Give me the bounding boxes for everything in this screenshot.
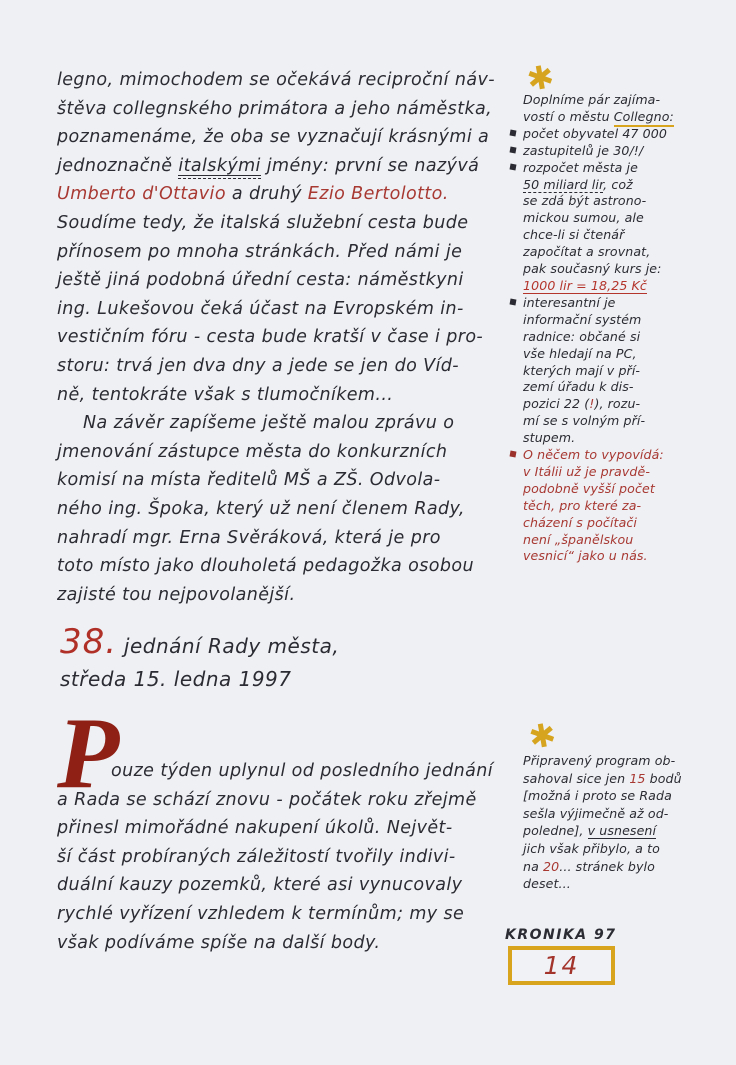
text-segment: italskými	[178, 155, 261, 176]
meeting-number: 38.	[60, 622, 118, 662]
chronicle-label: KRONIKA 97	[505, 927, 617, 943]
text-segment: poledne],	[523, 823, 588, 839]
text-segment: jednoznačně	[57, 155, 179, 176]
text-line: podobně vyšší počet	[523, 480, 655, 496]
sidebar-note-program	[523, 752, 723, 893]
text-line: duální kauzy pozemků, které asi vynucovaly	[57, 875, 463, 896]
text-line: mí se s volným pří-	[523, 413, 646, 429]
text-line: nahradí mgr. Erna Svěráková, která je pro	[57, 527, 441, 548]
exchange-rate: 1000 lir = 18,25 Kč	[523, 277, 647, 293]
underlined-word	[178, 157, 260, 179]
asterisk-icon: ✱	[523, 56, 557, 100]
text-line: legno, mimochodem se očekává reciproční náv-	[57, 70, 495, 90]
underlined-collegno: Collegno:	[614, 109, 674, 127]
text-segment: na	[523, 858, 544, 874]
square-bullet-icon	[510, 163, 517, 170]
text-segment: sahoval sice jen	[523, 770, 630, 786]
text-line: přinesl mimořádné nakupení úkolů. Největ-	[57, 818, 453, 839]
text-line: není „španělskou	[523, 531, 634, 547]
bullet-line	[523, 126, 723, 143]
text-line: vesnicí“ jako u nás.	[523, 548, 648, 564]
text-line: jmenování zástupce města do konkurzních	[57, 441, 448, 462]
text-line: komisí na místa ředitelů MŠ a ZŠ. Odvola-	[57, 470, 441, 491]
page-number-box	[508, 946, 615, 985]
text-line: se zdá být astrono-	[523, 193, 647, 209]
text-line	[523, 770, 723, 788]
name-ezio: Ezio Bertolotto.	[307, 184, 449, 205]
text-line: deset...	[523, 876, 571, 892]
text-line	[523, 822, 723, 840]
main-text-column	[57, 66, 525, 609]
text-line	[57, 152, 525, 181]
text-line: ing. Lukešovou čeká účast na Evropském in-	[57, 298, 464, 319]
text-line: vestičním fóru - cesta bude kratší v čase i pro-	[57, 327, 484, 348]
text-segment: ... stránek bylo	[559, 858, 655, 874]
text-line: storu: trvá jen dva dny a jede se jen do Víd-	[57, 355, 459, 376]
text-line: Soudíme tedy, že italská služební cesta bude	[57, 212, 469, 233]
text-line: radnice: občané si	[523, 328, 641, 344]
text-line: vše hledají na PC,	[523, 345, 637, 361]
text-line: těch, pro které za-	[523, 497, 642, 513]
text-line: ně, tentokráte však s tlumočníkem...	[57, 384, 394, 405]
text-line: zemí úřadu k dis-	[523, 379, 634, 395]
text-line	[523, 177, 723, 194]
text-segment: pozici 22 (	[523, 396, 590, 412]
text-line: Doplníme pár zajíma-	[523, 92, 661, 107]
text-segment: O něčem to vypovídá:	[523, 447, 664, 463]
text-line: cházení s počítači	[523, 514, 638, 530]
text-segment: ), rozu-	[594, 396, 641, 412]
square-bullet-icon	[510, 129, 517, 136]
name-umberto: Umberto d'Ottavio	[57, 184, 226, 205]
text-segment: , což	[603, 176, 633, 192]
text-line: poznamenáme, že oba se vyznačují krásnými a	[57, 127, 490, 148]
bullet-line	[523, 295, 723, 312]
text-line: kterých mají v pří-	[523, 362, 641, 378]
text-line: a Rada se schází znovu - počátek roku zřejmě	[57, 789, 477, 810]
text-line: Připravený program ob-	[523, 753, 676, 768]
text-line: rychlé vyřízení vzhledem k termínům; my se	[57, 903, 465, 924]
exchange-rate-line	[523, 278, 723, 295]
underlined-amount: 50 miliard lir	[523, 176, 604, 192]
heading-title: jednání Rady města,	[117, 634, 340, 658]
asterisk-icon: ✱	[525, 714, 559, 758]
text-segment: vostí o městu	[523, 108, 614, 124]
text-line: Na závěr zapíšeme ještě malou zprávu o	[83, 413, 455, 434]
square-bullet-icon	[510, 451, 517, 458]
text-line: mickou sumou, ale	[523, 210, 644, 226]
section-heading	[60, 622, 340, 696]
text-line: toto místo jako dlouholetá pedagožka osobou	[57, 556, 474, 577]
text-line	[523, 858, 723, 876]
text-line: chce-li si čtenář	[523, 227, 625, 243]
bullet-line	[523, 447, 723, 464]
sidebar-note-collegno	[523, 92, 723, 565]
red-exclamation: !	[589, 396, 595, 412]
text-line: [možná i proto se Rada	[523, 788, 672, 804]
square-bullet-icon	[510, 146, 517, 153]
underlined-usneseni: v usnesení	[587, 823, 657, 839]
bullet-line	[523, 160, 723, 177]
text-segment: bodů	[645, 770, 682, 786]
text-line: ší část probíraných záležitostí tvořily indivi-	[57, 846, 456, 867]
text-segment: interesantní je	[523, 294, 616, 310]
square-bullet-icon	[510, 298, 517, 305]
text-line: jich však přibylo, a to	[523, 840, 660, 856]
text-segment: rozpočet města je	[523, 159, 638, 175]
text-line: štěva collegnského primátora a jeho náměstka,	[57, 98, 493, 119]
dropcap-letter: P	[57, 697, 120, 810]
red-number-15: 15	[629, 770, 646, 786]
text-segment: a druhý	[225, 184, 308, 205]
text-line: v Itálii už je pravdě-	[523, 463, 650, 479]
text-segment: jmény: první se nazývá	[260, 155, 480, 176]
text-line: ještě jiná podobná úřední cesta: náměstkyni	[57, 270, 464, 291]
text-line	[523, 396, 723, 413]
text-line	[523, 109, 723, 126]
text-line: však podíváme spíše na další body.	[57, 932, 381, 953]
heading-date: středa 15. ledna 1997	[60, 667, 292, 691]
red-number-20: 20	[543, 858, 560, 874]
page-number: 14	[543, 951, 580, 980]
text-line: ouze týden uplynul od posledního jednání	[111, 761, 493, 781]
paragraph-meeting	[57, 757, 525, 957]
text-line: pak současný kurs je:	[523, 261, 662, 277]
text-line: stupem.	[523, 430, 576, 446]
text-line: přínosem po mnoha stránkách. Před námi je	[57, 241, 463, 262]
text-line: informační systém	[523, 311, 642, 327]
bullet-line	[523, 143, 723, 160]
text-line: ného ing. Špoka, který už není členem Rady,	[57, 498, 465, 519]
text-line: zajisté tou nejpovolanější.	[57, 584, 296, 605]
text-segment: zastupitelů je 30/!/	[523, 142, 644, 158]
text-segment: počet obyvatel 47 000	[523, 125, 667, 141]
text-line: započítat a srovnat,	[523, 244, 651, 260]
heading-line-1	[60, 622, 340, 663]
text-line: sešla výjimečně až od-	[523, 805, 669, 821]
text-line	[57, 180, 525, 209]
